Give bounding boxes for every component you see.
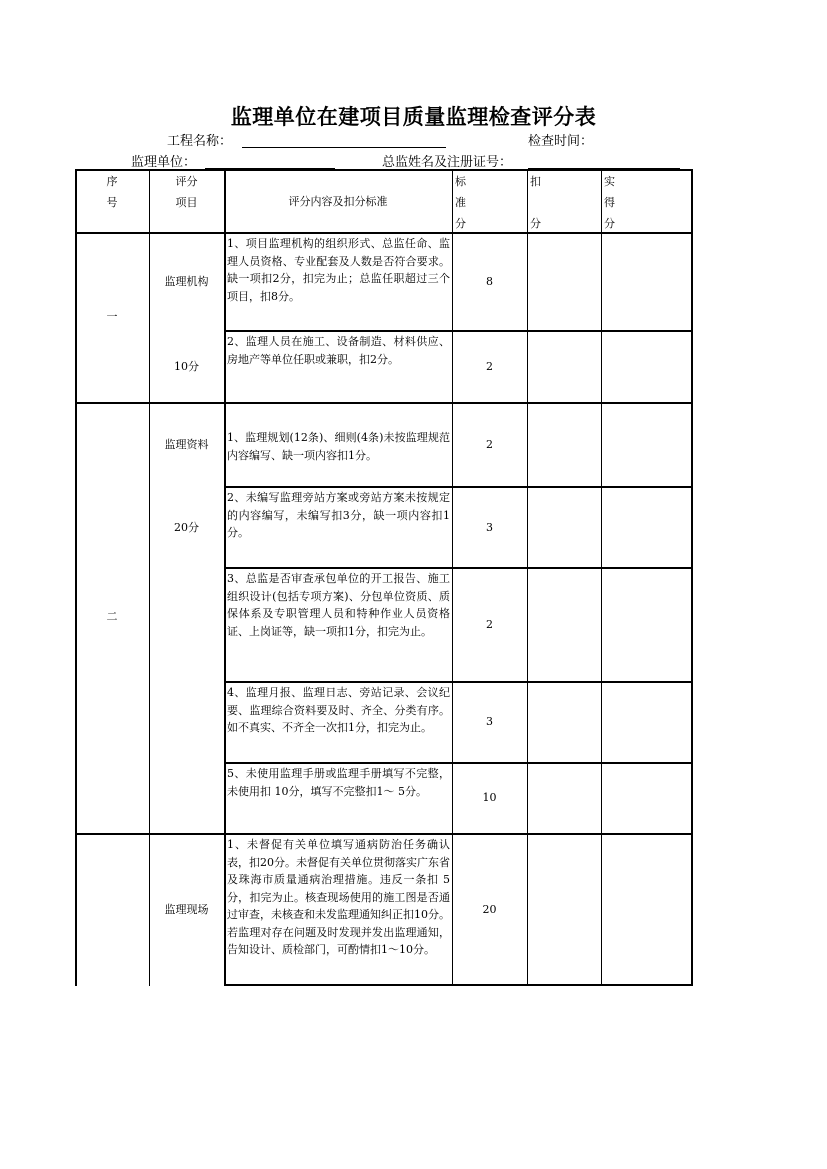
section-item: 监理现场 [164, 903, 209, 916]
project-name-field[interactable] [242, 131, 446, 148]
row-standard: 2 [486, 618, 493, 631]
row-content: 1、未督促有关单位填写通病防治任务确认表，扣20分。未督促有关单位贯彻落实广东省及珠海市质量通病治理措施。违反一条扣 5分，扣完为止。核查现场使用的施工图是否通过审查，未核查和未发监理通知纠正扣10分。若监理对存在问题及时发现并发出监理通知，告知设计、质检部门，可酌情扣1～10分。 [227, 838, 450, 956]
row-standard: 3 [486, 715, 493, 728]
row-content: 1、项目监理机构的组织形式、总监任命、监理人员资格、专业配套及人数是否符合要求。缺一项扣2分，扣完为止；总监任职超过三个项目，扣8分。 [227, 237, 450, 303]
row-content: 3、总监是否审查承包单位的开工报告、施工组织设计(包括专项方案)、分包单位资质、质保体系及专职管理人员和特种作业人员资格证、上岗证等，缺一项扣1分，扣完为止。 [227, 572, 450, 638]
header-content: 评分内容及扣分标准 [288, 195, 388, 208]
row-content: 1、监理规划(12条)、细则(4条)未按监理规范内容编写、缺一项内容扣1分。 [227, 431, 450, 462]
section-seq: 二 [106, 610, 118, 623]
row-standard: 8 [486, 275, 493, 288]
row-content: 2、未编写监理旁站方案或旁站方案未按规定的内容编写，未编写扣3分，缺一项内容扣1分。 [227, 491, 450, 539]
project-name-label: 工程名称： [167, 134, 233, 149]
header-item: 评分 项目 [175, 175, 198, 209]
section-points: 20分 [174, 521, 199, 534]
row-content: 2、监理人员在施工、设备制造、材料供应、房地产等单位任职或兼职，扣2分。 [227, 335, 450, 366]
row-standard: 3 [486, 521, 493, 534]
chief-label: 总监姓名及注册证号： [382, 155, 513, 170]
row-content: 4、监理月报、监理日志、旁站记录、会议纪要、监理综合资料要及时、齐全、分类有序。如不真实、不齐全一次扣1分，扣完为止。 [227, 686, 450, 734]
chief-field[interactable] [528, 152, 680, 169]
page-title: 监理单位在建项目质量监理检查评分表 [230, 105, 597, 129]
row-standard: 10 [482, 791, 497, 804]
section-points: 10分 [174, 360, 199, 373]
supervisor-unit-field[interactable] [205, 152, 335, 169]
section-item: 监理机构 [164, 275, 209, 288]
header-standard: 标 准 分 [455, 175, 466, 230]
header-seq: 序 号 [106, 175, 118, 209]
header-actual: 实 得 分 [604, 175, 615, 230]
check-time-label: 检查时间： [528, 134, 594, 149]
header-deduction: 扣 分 [530, 175, 541, 230]
row-content: 5、未使用监理手册或监理手册填写不完整，未使用扣 10分，填写不完整扣1～ 5分。 [227, 767, 450, 798]
section-seq: 一 [106, 310, 118, 323]
row-standard: 20 [482, 903, 497, 916]
section-item: 监理资料 [164, 438, 209, 451]
row-standard: 2 [486, 438, 493, 451]
supervisor-unit-label: 监理单位： [131, 155, 197, 170]
row-standard: 2 [486, 360, 493, 373]
